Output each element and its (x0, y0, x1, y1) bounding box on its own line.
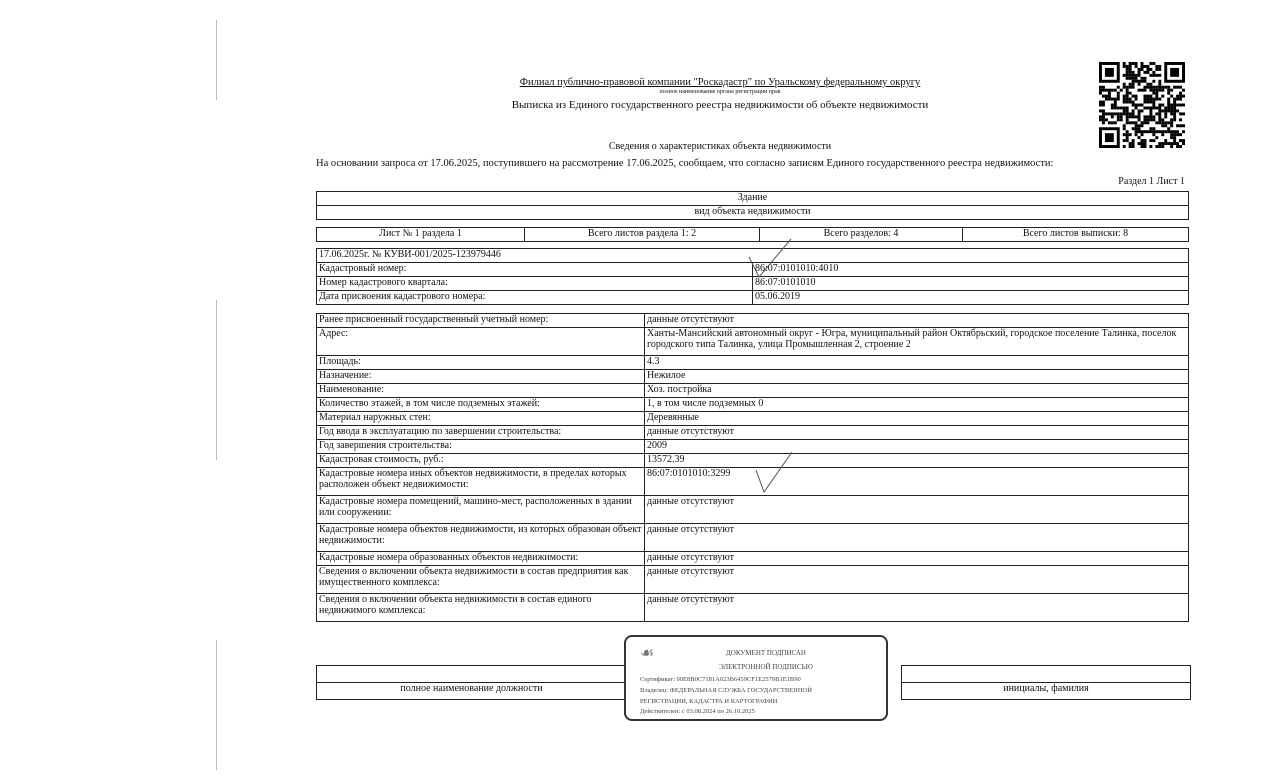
field-value: 05.06.2019 (753, 291, 1189, 305)
field-label: Площадь: (317, 356, 645, 370)
field-label: Год ввода в эксплуатацию по завершении строительства: (317, 426, 645, 440)
table-row (317, 594, 1189, 622)
total-sheets: Всего листов выписки: 8 (963, 228, 1189, 242)
org-caption: полное наименование органа регистрации прав (659, 89, 781, 95)
field-label: Кадастровая стоимость, руб.: (317, 454, 645, 468)
field-value: 2009 (645, 440, 1189, 454)
sheet-number: Лист № 1 раздела 1 (317, 228, 525, 242)
field-value: данные отсутствуют (645, 566, 1189, 594)
table-row (317, 370, 1189, 384)
field-value: 86:07:0101010:4010 (753, 263, 1189, 277)
table-row (317, 291, 1189, 305)
org-name: Филиал публично-правовой компании "Роскадастр" по Уральскому федеральному округу (519, 77, 921, 88)
field-value: данные отсутствуют (645, 524, 1189, 552)
handwritten-check-mark (745, 235, 795, 283)
field-value: данные отсутствуют (645, 496, 1189, 524)
qr-code-icon (1099, 62, 1185, 148)
scan-edge (216, 20, 217, 100)
name-caption: инициалы, фамилия (902, 683, 1191, 700)
field-label: Сведения о включении объекта недвижимости в состав предприятия как имущественного комплекса: (317, 566, 645, 594)
table-row (317, 356, 1189, 370)
field-value: 86:07:0101010 (753, 277, 1189, 291)
field-value: Деревянные (645, 412, 1189, 426)
object-type-table (316, 191, 1189, 220)
field-value: 13572.39 (645, 454, 1189, 468)
field-value: данные отсутствуют (645, 552, 1189, 566)
table-row (317, 552, 1189, 566)
field-label: Кадастровые номера образованных объектов недвижимости: (317, 552, 645, 566)
field-value: данные отсутствуют (645, 426, 1189, 440)
section-sheets: Всего листов раздела 1: 2 (525, 228, 760, 242)
position-caption: полное наименование должности (317, 683, 627, 700)
field-label: Кадастровые номера объектов недвижимости, из которых образован объект недвижимости: (317, 524, 645, 552)
field-label: Сведения о включении объекта недвижимости в состав единого недвижимого комплекса: (317, 594, 645, 622)
doc-number: 17.06.2025г. № КУВИ-001/2025-123979446 (317, 249, 1189, 263)
field-label: Количество этажей, в том числе подземных этажей: (317, 398, 645, 412)
field-value: Ханты-Мансийский автономный округ - Югра, муниципальный район Октябрьский, городское поселение Талинка, поселок городского типа Талинка, улица Промышленная 2, строение 2 (645, 328, 1189, 356)
field-label: Назначение: (317, 370, 645, 384)
section-label: Раздел 1 Лист 1 (1118, 176, 1185, 187)
stamp-owner2: РЕГИСТРАЦИИ, КАДАСТРА И КАРТОГРАФИИ (640, 698, 778, 705)
field-value: данные отсутствуют (645, 594, 1189, 622)
table-row (317, 314, 1189, 328)
field-label: Номер кадастрового квартала: (317, 277, 753, 291)
field-label: Наименование: (317, 384, 645, 398)
field-label: Материал наружных стен: (317, 412, 645, 426)
table-row (317, 328, 1189, 356)
scan-edge (216, 300, 217, 460)
handwritten-check-mark (752, 448, 797, 496)
field-label: Адрес: (317, 328, 645, 356)
field-label: Кадастровые номера иных объектов недвижимости, в пределах которых расположен объект недвижимости: (317, 468, 645, 496)
table-row (317, 496, 1189, 524)
field-value: 1, в том числе подземных 0 (645, 398, 1189, 412)
doc-title: Выписка из Единого государственного реестра недвижимости об объекте недвижимости (511, 99, 929, 111)
stamp-line2: ЭЛЕКТРОННОЙ ПОДПИСЬЮ (719, 663, 813, 671)
stamp-owner: Владелец: ФЕДЕРАЛЬНАЯ СЛУЖБА ГОСУДАРСТВЕННОЙ (640, 687, 812, 694)
table-row (317, 384, 1189, 398)
table-row (317, 426, 1189, 440)
doc-subtitle: Сведения о характеристиках объекта недвижимости (608, 141, 832, 152)
field-label: Кадастровый номер: (317, 263, 753, 277)
field-value: Хоз. постройка (645, 384, 1189, 398)
scan-edge (216, 640, 217, 770)
field-label: Кадастровые номера помещений, машино-мест, расположенных в здании или сооружении: (317, 496, 645, 524)
table-row (317, 412, 1189, 426)
field-label: Дата присвоения кадастрового номера: (317, 291, 753, 305)
field-value: Нежилое (645, 370, 1189, 384)
field-value: 4.3 (645, 356, 1189, 370)
stamp-line1: ДОКУМЕНТ ПОДПИСАН (726, 649, 806, 657)
table-row (317, 566, 1189, 594)
field-label: Год завершения строительства: (317, 440, 645, 454)
object-type: Здание (317, 192, 1189, 206)
basis-text: На основании запроса от 17.06.2025, поступившего на рассмотрение 17.06.2025, сообщаем, что согласно записям Единого государственного реестра недвижимости: (316, 158, 1054, 169)
table-row (317, 398, 1189, 412)
object-type-caption: вид объекта недвижимости (317, 206, 1189, 220)
table-row (317, 524, 1189, 552)
field-label: Ранее присвоенный государственный учетный номер: (317, 314, 645, 328)
field-value: 86:07:0101010:3299 (645, 468, 1189, 496)
field-value: данные отсутствуют (645, 314, 1189, 328)
stamp-validity: Действителен: с 03.08.2024 по 26.10.2025 (640, 708, 755, 715)
electronic-signature-stamp (624, 635, 888, 721)
stamp-certificate: Сертификат: 00E8B0C7181A023B6459CF1E2579B1E1B90 (640, 676, 801, 683)
emblem-icon: ☙ (640, 645, 655, 662)
total-sections: Всего разделов: 4 (760, 228, 963, 242)
